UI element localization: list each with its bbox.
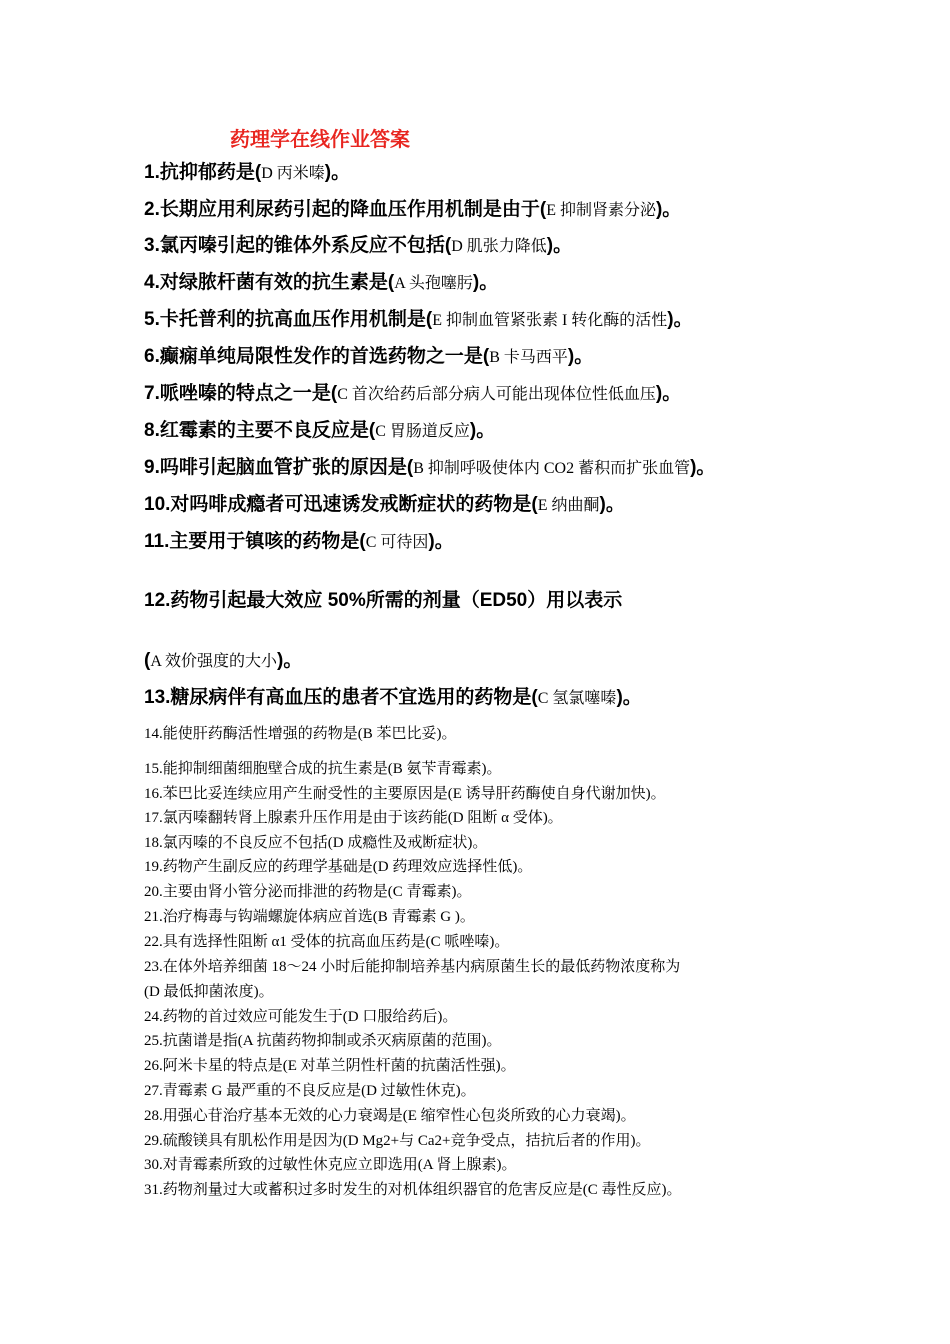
question-item: 21.治疗梅毒与钩端螺旋体病应首选(B 青霉素 G )。 — [144, 909, 475, 925]
question-item: 16.苯巴比妥连续应用产生耐受性的主要原因是(E 诱导肝药酶使自身代谢加快)。 — [144, 786, 666, 802]
question-item: 12.药物引起最大效应 50%所需的剂量（ED50）用以表示 — [144, 590, 623, 611]
answer-text: C 可待因 — [365, 534, 429, 551]
answer-text: B 卡马西平 — [489, 349, 568, 366]
question-item: 15.能抑制细菌细胞壁合成的抗生素是(B 氨苄青霉素)。 — [144, 761, 502, 777]
page-title: 药理学在线作业答案 — [230, 129, 410, 151]
answer-text: E 抑制血管紧张素 I 转化酶的活性 — [432, 312, 668, 329]
question-item: 18.氯丙嗪的不良反应不包括(D 成瘾性及戒断症状)。 — [144, 835, 488, 851]
question-item: 2.长期应用利尿药引起的降血压作用机制是由于(E 抑制肾素分泌)。 — [144, 199, 682, 220]
answer-text: C 胃肠道反应 — [375, 423, 470, 440]
question-item: 31.药物剂量过大或蓄积过多时发生的对机体组织器官的危害反应是(C 毒性反应)。 — [144, 1182, 682, 1198]
answer-text: A 头孢噻肟 — [394, 275, 473, 292]
question-item: 22.具有选择性阻断 α1 受体的抗高血压药是(C 哌唑嗪)。 — [144, 934, 510, 950]
question-item: 30.对青霉素所致的过敏性休克应立即选用(A 肾上腺素)。 — [144, 1157, 517, 1173]
question-item: 9.吗啡引起脑血管扩张的原因是(B 抑制呼吸使体内 CO2 蓄积而扩张血管)。 — [144, 457, 716, 478]
question-item: 19.药物产生副反应的药理学基础是(D 药理效应选择性低)。 — [144, 859, 533, 875]
answer-text: E 纳曲酮 — [537, 497, 600, 514]
question-item: 13.糖尿病伴有高血压的患者不宜选用的药物是(C 氢氯噻嗪)。 — [144, 687, 642, 708]
question-item: (A 效价强度的大小)。 — [144, 650, 303, 671]
answer-text: E 抑制肾素分泌 — [546, 202, 656, 219]
answer-text: A 效价强度的大小 — [150, 653, 278, 670]
answer-text: C 氢氯噻嗪 — [537, 690, 617, 707]
answer-text: D 丙米嗪 — [261, 165, 325, 182]
answer-text: D 肌张力降低 — [451, 238, 547, 255]
question-item: 25.抗菌谱是指(A 抗菌药物抑制或杀灭病原菌的范围)。 — [144, 1033, 502, 1049]
question-item: 27.青霉素 G 最严重的不良反应是(D 过敏性休克)。 — [144, 1083, 476, 1099]
question-item: 8.红霉素的主要不良反应是(C 胃肠道反应)。 — [144, 420, 496, 441]
question-item: 28.用强心苷治疗基本无效的心力衰竭是(E 缩窄性心包炎所致的心力衰竭)。 — [144, 1108, 636, 1124]
question-item: 10.对吗啡成瘾者可迅速诱发戒断症状的药物是(E 纳曲酮)。 — [144, 494, 625, 515]
question-item: 23.在体外培养细菌 18～24 小时后能抑制培养基内病原菌生长的最低药物浓度称为 — [144, 959, 681, 975]
answer-text: B 抑制呼吸使体内 CO2 蓄积而扩张血管 — [413, 460, 691, 477]
question-item: 26.阿米卡星的特点是(E 对革兰阴性杆菌的抗菌活性强)。 — [144, 1058, 516, 1074]
answer-text: C 首次给药后部分病人可能出现体位性低血压 — [337, 386, 656, 403]
question-item: 17.氯丙嗪翻转肾上腺素升压作用是由于该药能(D 阻断 α 受体)。 — [144, 810, 563, 826]
question-item: 24.药物的首过效应可能发生于(D 口服给药后)。 — [144, 1009, 458, 1025]
question-item: 5.卡托普利的抗高血压作用机制是(E 抑制血管紧张素 I 转化酶的活性)。 — [144, 309, 693, 330]
question-item: 29.硫酸镁具有肌松作用是因为(D Mg2+与 Ca2+竞争受点，拮抗后者的作用)。 — [144, 1133, 651, 1149]
question-item: 20.主要由肾小管分泌而排泄的药物是(C 青霉素)。 — [144, 884, 472, 900]
question-item: 7.哌唑嗪的特点之一是(C 首次给药后部分病人可能出现体位性低血压)。 — [144, 383, 682, 404]
question-item: 3.氯丙嗪引起的锥体外系反应不包括(D 肌张力降低)。 — [144, 235, 573, 256]
question-item: 1.抗抑郁药是(D 丙米嗪)。 — [144, 162, 351, 183]
question-item: (D 最低抑菌浓度)。 — [144, 984, 274, 1000]
question-item: 4.对绿脓杆菌有效的抗生素是(A 头孢噻肟)。 — [144, 272, 499, 293]
question-item: 14.能使肝药酶活性增强的药物是(B 苯巴比妥)。 — [144, 726, 457, 742]
question-item: 11.主要用于镇咳的药物是(C 可待因)。 — [144, 531, 454, 552]
question-item: 6.癫痫单纯局限性发作的首选药物之一是(B 卡马西平)。 — [144, 346, 594, 367]
